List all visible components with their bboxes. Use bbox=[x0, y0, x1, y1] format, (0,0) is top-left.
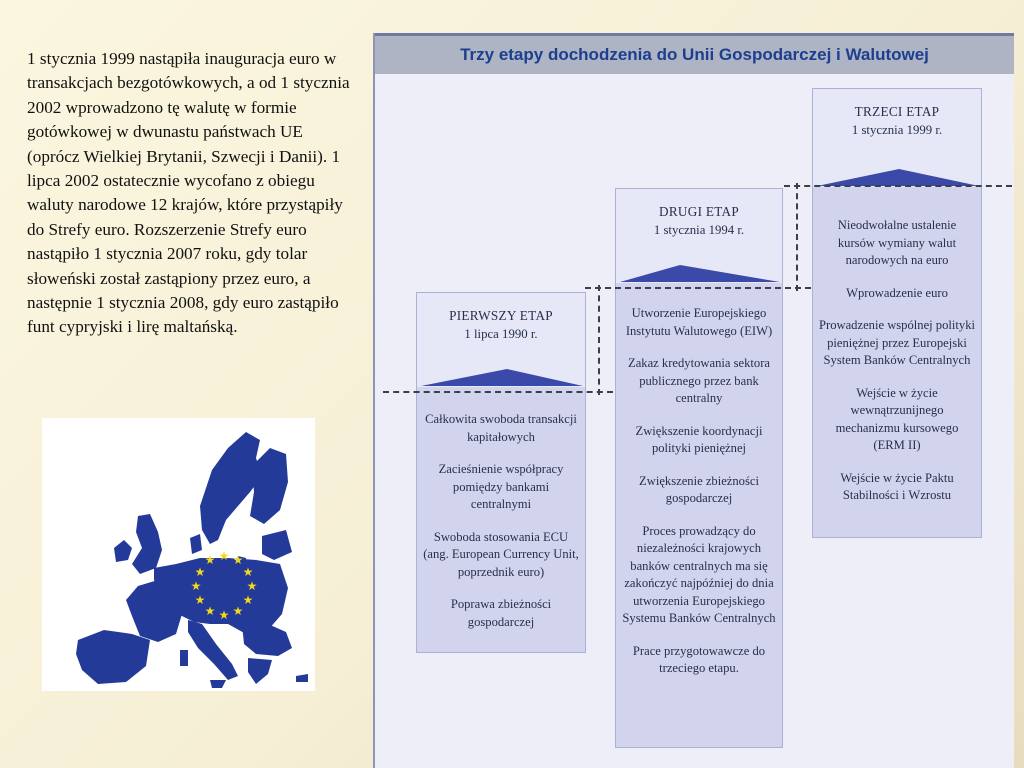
stage-2-title: DRUGI ETAP bbox=[659, 204, 739, 219]
step-guide-line-2 bbox=[585, 287, 811, 289]
stage-3-item: Wejście w życie Paktu Stabilności i Wzrostu bbox=[840, 470, 954, 502]
stage-2-triangle-icon bbox=[616, 263, 784, 283]
svg-text:★: ★ bbox=[218, 549, 230, 563]
eu-map-image bbox=[42, 418, 315, 691]
stage-2-item: Zwiększenie zbieżności gospodarczej bbox=[639, 473, 759, 505]
stage-2-item: Zakaz kredytowania sektora publicznego przez bank centralny bbox=[628, 356, 770, 405]
stage-2-item: Proces prowadzący do niezależności krajowych banków centralnych ma się zakończyć najpóźniej do dnia utworzenia Europejskiego Systemu Banków Centralnych bbox=[622, 523, 776, 625]
svg-text:★: ★ bbox=[194, 565, 206, 579]
stage-1-item: Całkowita swoboda transakcji kapitałowych bbox=[425, 412, 577, 444]
stage-1-item: Zacieśnienie współpracy pomiędzy bankami centralnymi bbox=[438, 462, 564, 511]
stage-2-item: Prace przygotowawcze do trzeciego etapu. bbox=[632, 643, 766, 675]
step-guide-line-3 bbox=[784, 185, 1012, 187]
emu-stages-figure bbox=[373, 33, 1014, 768]
stage-2-date: 1 stycznia 1994 r. bbox=[653, 223, 745, 237]
svg-text:★: ★ bbox=[242, 593, 254, 607]
stage-3-item: Wejście w życie wewnątrzunijnego mechanizmu kursowego (ERM II) bbox=[835, 385, 959, 452]
step-guide-vline-1 bbox=[598, 285, 600, 395]
intro-paragraph: 1 stycznia 1999 nastąpiła inauguracja euro w transakcjach bezgotówkowych, a od 1 stycznia 2002 wprowadzono tę walutę w formie gotówkowej w dwunastu państwach UE (oprócz Wielkiej Brytanii, Szwecji i Danii). 1 lipca 2002 ostatecznie wycofano z obiegu waluty narodowe 12 krajów, które przystąpiły do Strefy euro. Rozszerzenie Strefy euro nastąpiło 1 stycznia 2007 roku, gdy tolar słoweński został zastąpiony przez euro, a następnie 1 stycznia 2008, gdy euro zastąpiło funt cypryjski i lirę maltańską. bbox=[27, 49, 350, 337]
svg-text:★: ★ bbox=[246, 579, 258, 593]
step-guide-vline-2 bbox=[796, 183, 798, 291]
stage-2-header bbox=[616, 189, 782, 283]
svg-text:★: ★ bbox=[232, 553, 244, 567]
stage-3-title: TRZECI ETAP bbox=[854, 104, 940, 119]
svg-text:★: ★ bbox=[218, 608, 230, 622]
stage-1-triangle-icon bbox=[417, 367, 587, 387]
stage-3-item: Wprowadzenie euro bbox=[846, 285, 948, 300]
stage-1-date: 1 lipca 1990 r. bbox=[464, 327, 538, 341]
stage-3-header bbox=[813, 89, 981, 187]
stage-1-header bbox=[417, 293, 585, 387]
stage-3-item: Prowadzenie wspólnej polityki pieniężnej przez Europejski System Banków Centralnych bbox=[819, 318, 975, 367]
eu-map-icon bbox=[42, 418, 315, 691]
figure-title: Trzy etapy dochodzenia do Unii Gospodarczej i Walutowej bbox=[375, 33, 1014, 74]
stage-column-3 bbox=[812, 88, 982, 538]
stage-3-item: Nieodwołalne ustalenie kursów wymiany walut narodowych na euro bbox=[837, 218, 957, 267]
stage-3-triangle-icon bbox=[813, 167, 983, 187]
svg-text:★: ★ bbox=[194, 593, 206, 607]
svg-text:★: ★ bbox=[242, 565, 254, 579]
svg-text:★: ★ bbox=[190, 579, 202, 593]
stage-1-item: Poprawa zbieżności gospodarczej bbox=[450, 597, 552, 629]
stage-2-item: Utworzenie Europejskiego Instytutu Walutowego (EIW) bbox=[625, 306, 773, 338]
svg-text:★: ★ bbox=[204, 604, 216, 618]
stage-column-1 bbox=[416, 292, 586, 653]
stage-3-date: 1 stycznia 1999 r. bbox=[851, 123, 943, 137]
step-guide-line-1 bbox=[383, 391, 613, 393]
stage-1-title: PIERWSZY ETAP bbox=[449, 308, 553, 323]
svg-text:★: ★ bbox=[232, 604, 244, 618]
svg-text:★: ★ bbox=[204, 553, 216, 567]
stage-1-item: Swoboda stosowania ECU (ang. European Currency Unit, poprzednik euro) bbox=[423, 529, 579, 579]
stage-2-item: Zwiększenie koordynacji polityki pieniężnej bbox=[635, 423, 763, 455]
stage-column-2 bbox=[615, 188, 783, 748]
